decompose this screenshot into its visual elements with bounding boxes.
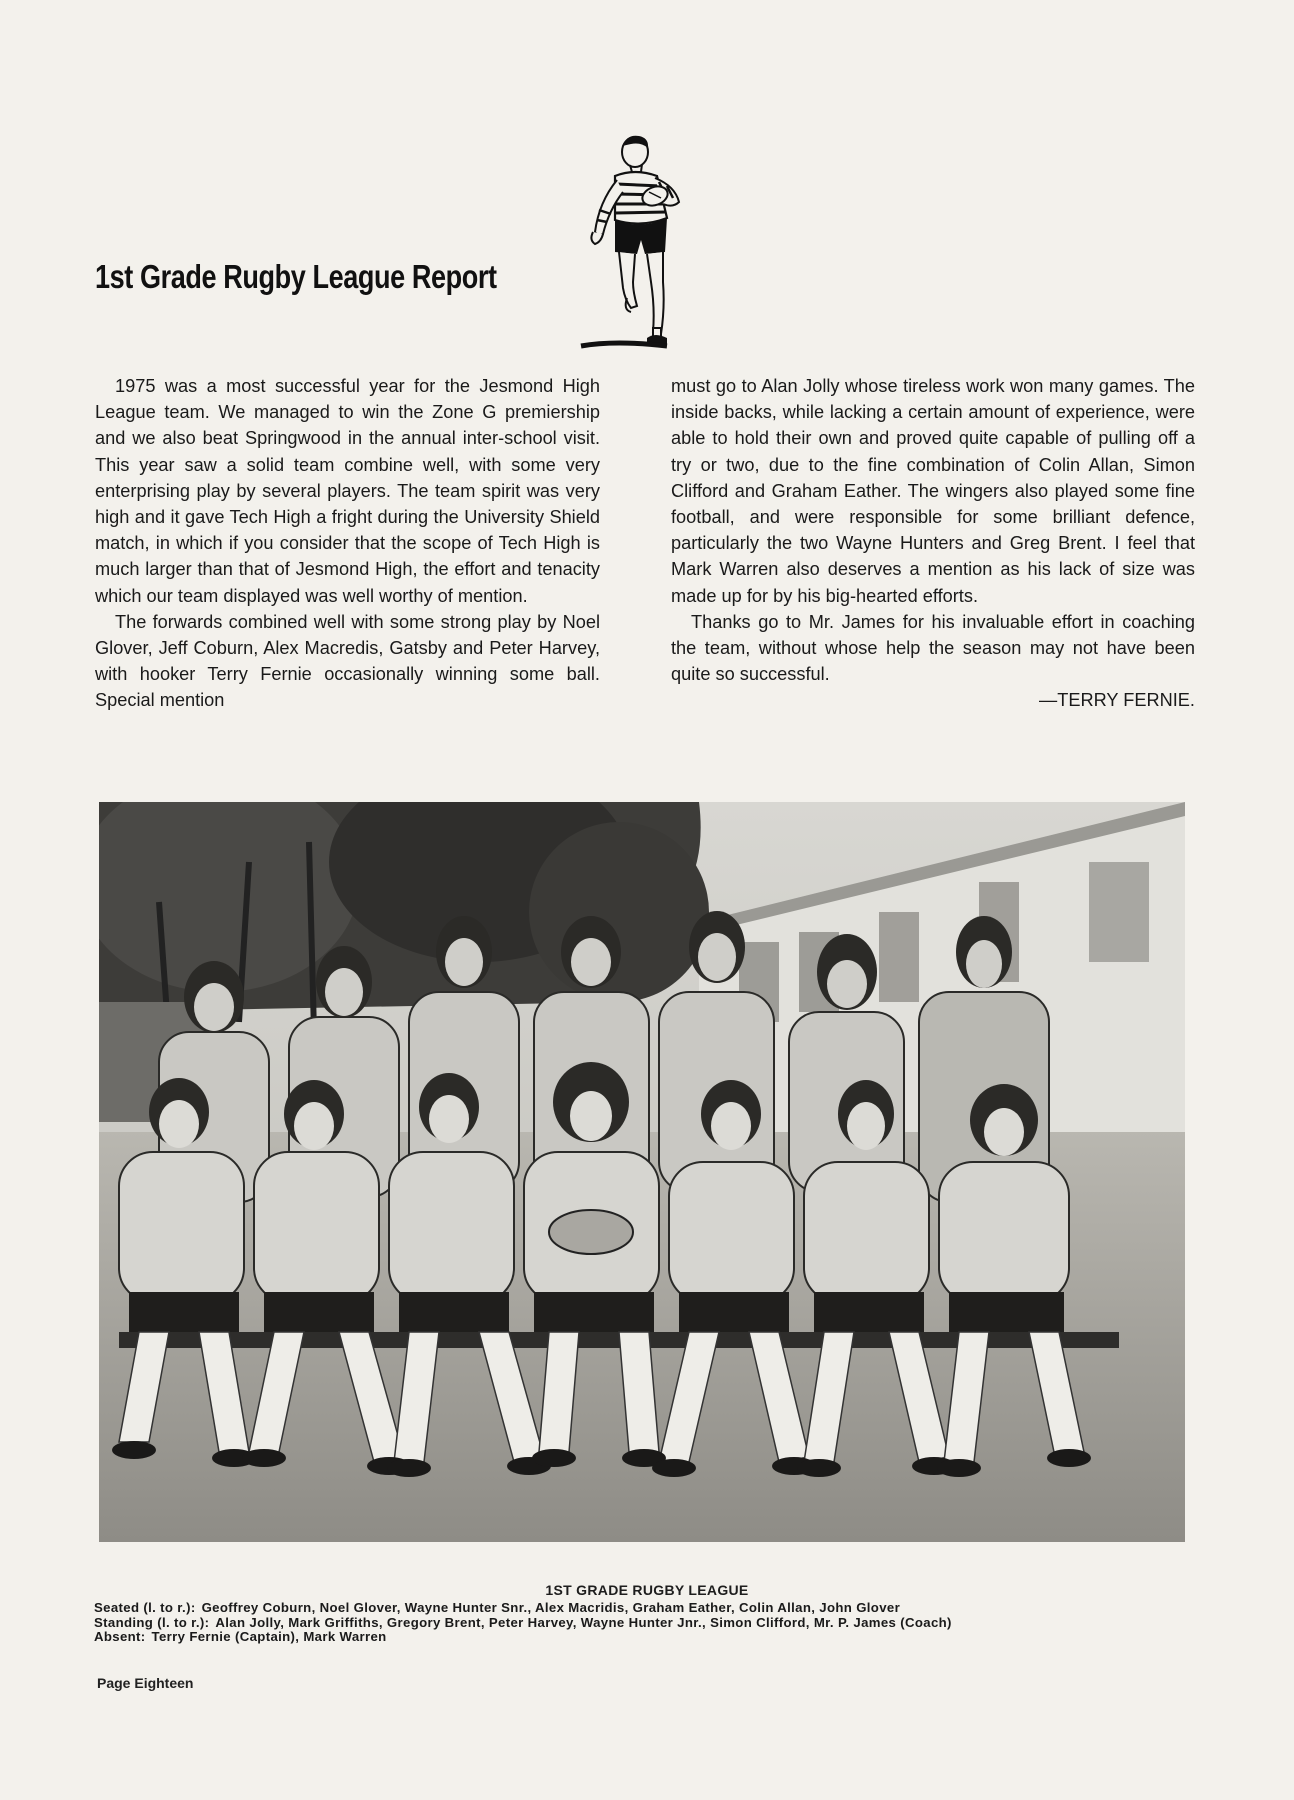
caption-seated-line [94, 1601, 1204, 1616]
article-paragraph: must go to Alan Jolly whose tireless work won many games. The inside backs, while lacking a certain amount of experience, were able to hold their own and proved quite capable of pulling off a try or two, due to the fine combination of Colin Allan, Simon Clifford and Graham Eather. The wingers also played some fine football, and were responsible for some brilliant defence, particularly the two Wayne Hunters and Greg Brent. I feel that Mark Warren also deserves a mention as his lack of size was made up for by his big-hearted efforts. [671, 376, 1195, 606]
caption-absent-names: Terry Fernie (Captain), Mark Warren [151, 1629, 387, 1644]
caption-standing-line [94, 1616, 1204, 1631]
photo-caption [94, 1601, 1204, 1645]
article-author-signoff: —TERRY FERNIE. [1039, 690, 1195, 711]
photo-caption-title: 1ST GRADE RUGBY LEAGUE [545, 1582, 749, 1598]
caption-absent-line [94, 1630, 1204, 1645]
article-paragraph: The forwards combined well with some strong play by Noel Glover, Jeff Coburn, Alex Macredis, Gatsby and Peter Harvey, with hooker Terry Fernie occasionally winning some ball. Special mention [95, 611, 600, 711]
team-photo-image [99, 802, 1185, 1542]
caption-standing-label: Standing (l. to r.): [94, 1614, 210, 1630]
caption-absent-label: Absent: [94, 1629, 146, 1644]
caption-seated-label: Seated (l. to r.): [94, 1600, 196, 1615]
caption-seated-names: Geoffrey Coburn, Noel Glover, Wayne Hunter Snr., Alex Macridis, Graham Eather, Colin Allan, John Glover [201, 1600, 901, 1615]
article-title: 1st Grade Rugby League Report [95, 258, 497, 295]
caption-standing-names: Alan Jolly, Mark Griffiths, Gregory Brent, Peter Harvey, Wayne Hunter Jnr., Simon Clifford, Mr. P. James (Coach) [215, 1614, 952, 1630]
team-photograph [99, 802, 1185, 1542]
article-paragraph: 1975 was a most successful year for the Jesmond High League team. We managed to win the Zone G premiership and we also beat Springwood in the annual inter-school visit. This year saw a solid team combine well, with some very enterprising play by several players. The team spirit was very high and it gave Tech High a fright during the University Shield match, in which if you consider that the scope of Tech High is much larger than that of Jesmond High, the effort and tenacity which our team displayed was well worthy of mention. [95, 376, 600, 606]
article-column-left [95, 373, 600, 714]
article-column-right [671, 373, 1195, 714]
rugby-player-illustration [575, 132, 705, 364]
page-number: Page Eighteen [97, 1675, 194, 1691]
article-paragraph: Thanks go to Mr. James for his invaluable effort in coaching the team, without whose help the season may not have been quite so successful. [671, 611, 1195, 685]
